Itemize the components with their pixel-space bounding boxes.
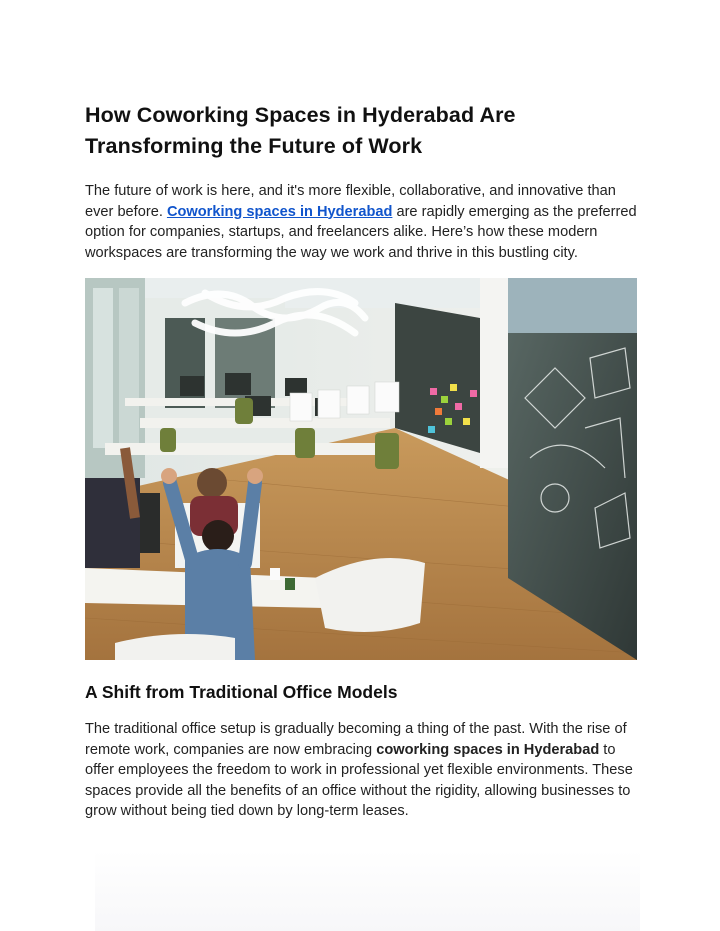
section-paragraph <box>85 719 640 822</box>
coworking-spaces-link[interactable]: Coworking spaces in Hyderabad <box>166 203 393 220</box>
bold-keyword: coworking spaces in Hyderabad <box>376 741 600 758</box>
article-body <box>85 100 640 822</box>
section-text-end: to offer employees the freedom to work in professional yet flexible environments. These spaces provide all the benefits of an office without the rigidity, allowing businesses to grow without being tied down by long-term leases. <box>85 741 633 819</box>
coworking-office-image <box>85 278 637 660</box>
page-bottom-fade <box>95 850 640 931</box>
intro-text-end: are rapidly emerging as the preferred option for companies, startups, and freelancers alike. Here’s how these modern workspaces are transforming the way we work and thrive in this bustling city. <box>85 203 637 261</box>
intro-text-start: The future of work is here, and it's more flexible, collaborative, and innovative than ever before. <box>85 183 616 220</box>
intro-paragraph <box>85 181 640 263</box>
section-text-start: The traditional office setup is gradually becoming a thing of the past. With the rise of remote work, companies are now embracing <box>85 721 627 758</box>
office-photo <box>85 278 637 660</box>
article-title: How Coworking Spaces in Hyderabad Are Transforming the Future of Work <box>85 103 516 158</box>
section-heading: A Shift from Traditional Office Models <box>85 682 398 702</box>
